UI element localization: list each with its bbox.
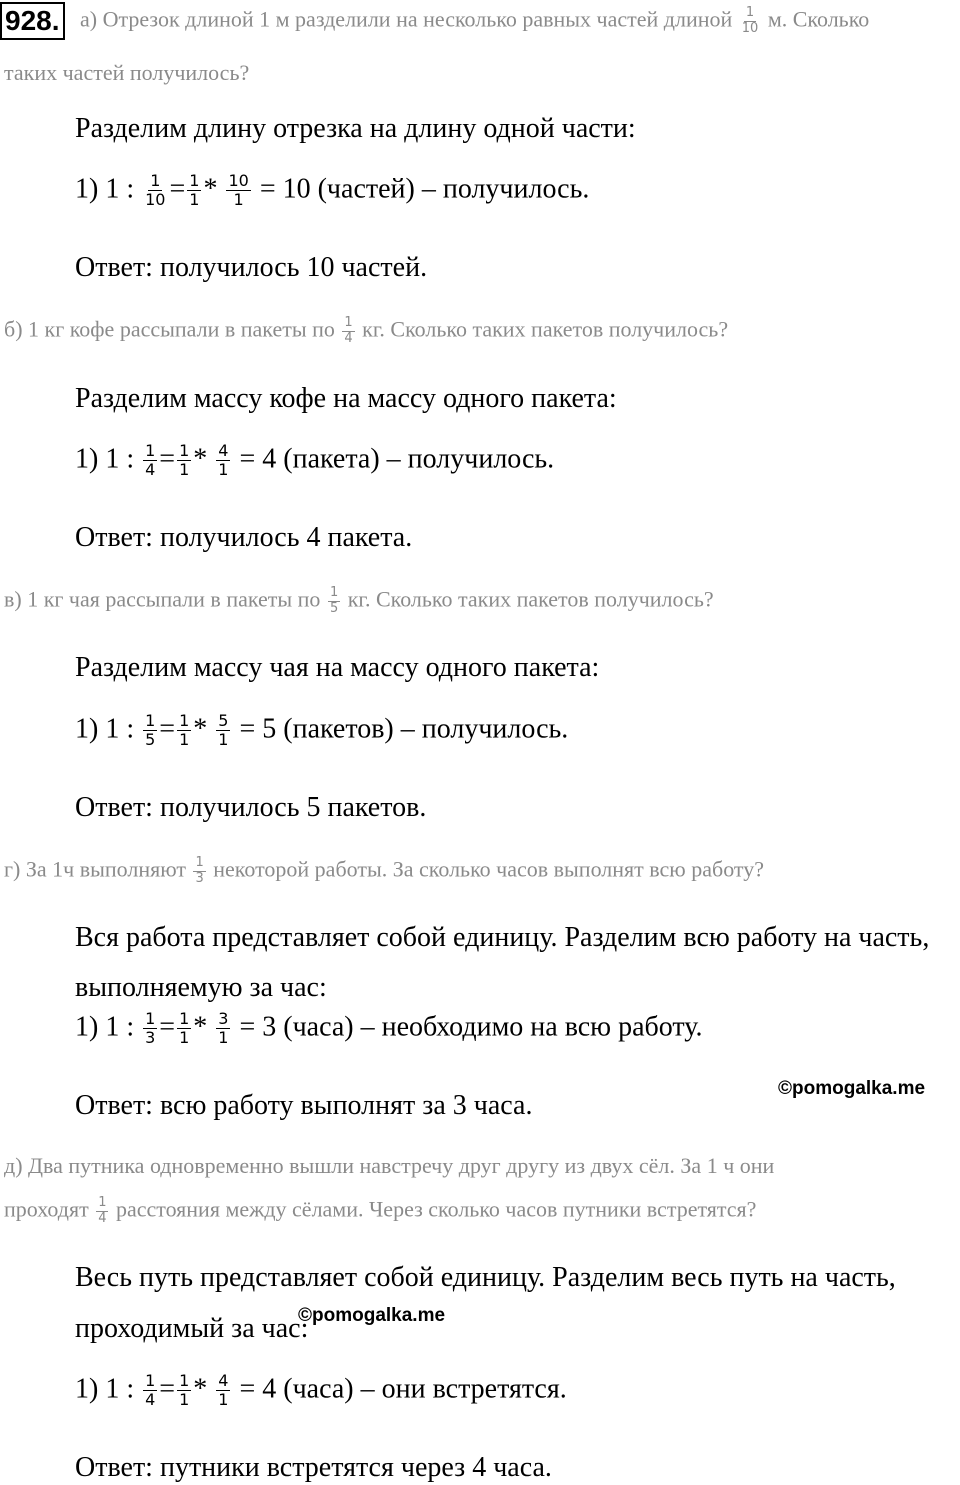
text-segment: * bbox=[193, 443, 208, 475]
explanation-e-line2: проходимый за час: bbox=[75, 1313, 309, 1344]
text-segment: 1 bbox=[179, 1390, 190, 1410]
text-segment: = bbox=[159, 1373, 176, 1405]
text-segment: г) За 1ч выполняют bbox=[4, 856, 186, 882]
text-segment: 1) 1 : bbox=[75, 1011, 135, 1043]
text-segment: = 4 (часа) – они встретятся. bbox=[239, 1373, 567, 1405]
text-segment: = 5 (пакетов) – получилось. bbox=[239, 713, 569, 745]
text-segment: = bbox=[159, 443, 176, 475]
text-segment: * bbox=[203, 173, 218, 205]
explanation-d-line2: выполняемую за час: bbox=[75, 972, 327, 1003]
watermark: ©pomogalka.me bbox=[298, 1305, 446, 1326]
text-segment: 1 bbox=[233, 190, 244, 210]
answer-b: Ответ: получилось 4 пакета. bbox=[75, 522, 413, 553]
text-segment: 4 bbox=[344, 330, 353, 346]
text-segment: = 10 (частей) – получилось. bbox=[259, 173, 590, 205]
text-segment: 3 bbox=[145, 1028, 156, 1048]
fraction bbox=[216, 712, 230, 750]
text-segment: 1 bbox=[150, 171, 161, 190]
text-segment: проходят bbox=[4, 1196, 89, 1222]
text-segment: * bbox=[193, 713, 208, 745]
equation-c bbox=[75, 712, 568, 750]
text-segment: 4 bbox=[145, 460, 156, 480]
equation-d bbox=[75, 1010, 702, 1048]
text-segment: 1 bbox=[218, 460, 229, 480]
text-segment: 4 bbox=[218, 1371, 229, 1390]
question-e-line1: д) Два путника одновременно вышли навстречу друг другу из двух сёл. За 1 ч они bbox=[4, 1153, 775, 1178]
equation-b bbox=[75, 442, 554, 480]
explanation-d-line1: Вся работа представляет собой единицу. Разделим всю работу на часть, bbox=[75, 922, 930, 953]
question-d bbox=[4, 856, 764, 887]
text-segment: = bbox=[159, 713, 176, 745]
text-segment: 5 bbox=[329, 600, 339, 616]
question-a-line1 bbox=[80, 6, 869, 37]
question-d-fraction bbox=[193, 856, 205, 887]
text-segment: 5 bbox=[145, 730, 156, 750]
fraction bbox=[177, 1372, 191, 1410]
fraction bbox=[177, 442, 191, 480]
text-segment: 4 bbox=[145, 1390, 156, 1410]
text-segment: в) 1 кг чая рассыпали в пакеты по bbox=[4, 586, 321, 612]
problem-number: 928. bbox=[0, 2, 65, 40]
fraction bbox=[177, 712, 191, 750]
text-segment: 1 bbox=[218, 1028, 229, 1048]
question-a-line2: таких частей получилось? bbox=[4, 60, 250, 85]
fraction bbox=[226, 172, 250, 210]
text-segment: 1 bbox=[329, 585, 339, 600]
explanation-e-line1: Весь путь представляет собой единицу. Разделим весь путь на часть, bbox=[75, 1262, 896, 1293]
question-b bbox=[4, 316, 728, 347]
equation-e bbox=[75, 1372, 567, 1410]
question-c bbox=[4, 586, 714, 617]
text-segment: 3 bbox=[218, 1009, 229, 1028]
text-segment: 1 bbox=[189, 190, 200, 210]
text-segment: 1 bbox=[179, 1371, 190, 1390]
question-e-line2 bbox=[4, 1196, 756, 1227]
equation-a bbox=[75, 172, 589, 210]
text-segment: 1 bbox=[179, 460, 190, 480]
text-segment: = 3 (часа) – необходимо на всю работу. bbox=[239, 1011, 703, 1043]
text-segment: 1 bbox=[179, 441, 190, 460]
text-segment: = 4 (пакета) – получилось. bbox=[239, 443, 555, 475]
text-segment: 1 bbox=[145, 1371, 156, 1390]
question-c-fraction bbox=[328, 586, 340, 617]
question-a-text: а) Отрезок длиной 1 м разделили на несколько равных частей длиной bbox=[80, 6, 733, 32]
explanation-c: Разделим массу чая на массу одного пакета: bbox=[75, 652, 600, 683]
text-segment: 4 bbox=[98, 1210, 107, 1226]
fraction bbox=[216, 1010, 230, 1048]
fraction bbox=[216, 1372, 230, 1410]
text-segment: 1 bbox=[189, 171, 200, 190]
fraction bbox=[143, 442, 157, 480]
text-segment: расстояния между сёлами. Через сколько часов путники встретятся? bbox=[115, 1196, 757, 1222]
text-segment: * bbox=[193, 1373, 208, 1405]
text-segment: = bbox=[169, 173, 186, 205]
text-segment: 1 bbox=[145, 1009, 156, 1028]
fraction bbox=[143, 1010, 157, 1048]
text-segment: 10 bbox=[145, 190, 166, 210]
question-e-fraction bbox=[96, 1196, 108, 1227]
text-segment: кг. Сколько таких пакетов получилось? bbox=[347, 586, 714, 612]
text-segment: 1 bbox=[145, 441, 156, 460]
answer-c: Ответ: получилось 5 пакетов. bbox=[75, 792, 427, 823]
text-segment: 10 bbox=[228, 171, 249, 190]
text-segment: * bbox=[193, 1011, 208, 1043]
text-segment: = bbox=[159, 1011, 176, 1043]
text-segment: 1 bbox=[344, 315, 353, 330]
watermark: ©pomogalka.me bbox=[778, 1078, 926, 1099]
text-segment: 1 bbox=[179, 711, 190, 730]
text-segment: 3 bbox=[195, 870, 204, 886]
text-segment: 1 bbox=[179, 1009, 190, 1028]
text-segment: 4 bbox=[218, 441, 229, 460]
question-a-text-end: м. Сколько bbox=[767, 6, 870, 32]
text-segment: 10 bbox=[741, 20, 759, 36]
text-segment: 1) 1 : bbox=[75, 1373, 135, 1405]
text-segment: 1 bbox=[145, 711, 156, 730]
fraction bbox=[143, 712, 157, 750]
explanation-a: Разделим длину отрезка на длину одной части: bbox=[75, 113, 636, 144]
question-a-fraction bbox=[740, 6, 761, 37]
fraction bbox=[216, 442, 230, 480]
answer-e: Ответ: путники встретятся через 4 часа. bbox=[75, 1452, 552, 1483]
text-segment: 1) 1 : bbox=[75, 173, 135, 205]
answer-d: Ответ: всю работу выполнят за 3 часа. bbox=[75, 1090, 533, 1121]
text-segment: б) 1 кг кофе рассыпали в пакеты по bbox=[4, 316, 335, 342]
fraction bbox=[143, 1372, 157, 1410]
text-segment: 1 bbox=[98, 1195, 107, 1210]
text-segment: 1 bbox=[745, 5, 755, 20]
text-segment: 1 bbox=[179, 1028, 190, 1048]
text-segment: 1 bbox=[195, 855, 204, 870]
text-segment: некоторой работы. За сколько часов выполнят всю работу? bbox=[213, 856, 764, 882]
explanation-b: Разделим массу кофе на массу одного пакета: bbox=[75, 383, 617, 414]
text-segment: 1 bbox=[218, 730, 229, 750]
question-b-fraction bbox=[342, 316, 354, 347]
fraction bbox=[143, 172, 167, 210]
answer-a: Ответ: получилось 10 частей. bbox=[75, 252, 428, 283]
text-segment: кг. Сколько таких пакетов получилось? bbox=[362, 316, 729, 342]
text-segment: 1) 1 : bbox=[75, 443, 135, 475]
text-segment: 1 bbox=[218, 1390, 229, 1410]
text-segment: 1 bbox=[179, 730, 190, 750]
text-segment: 1) 1 : bbox=[75, 713, 135, 745]
fraction bbox=[177, 1010, 191, 1048]
text-segment: 5 bbox=[218, 711, 229, 730]
fraction bbox=[187, 172, 201, 210]
